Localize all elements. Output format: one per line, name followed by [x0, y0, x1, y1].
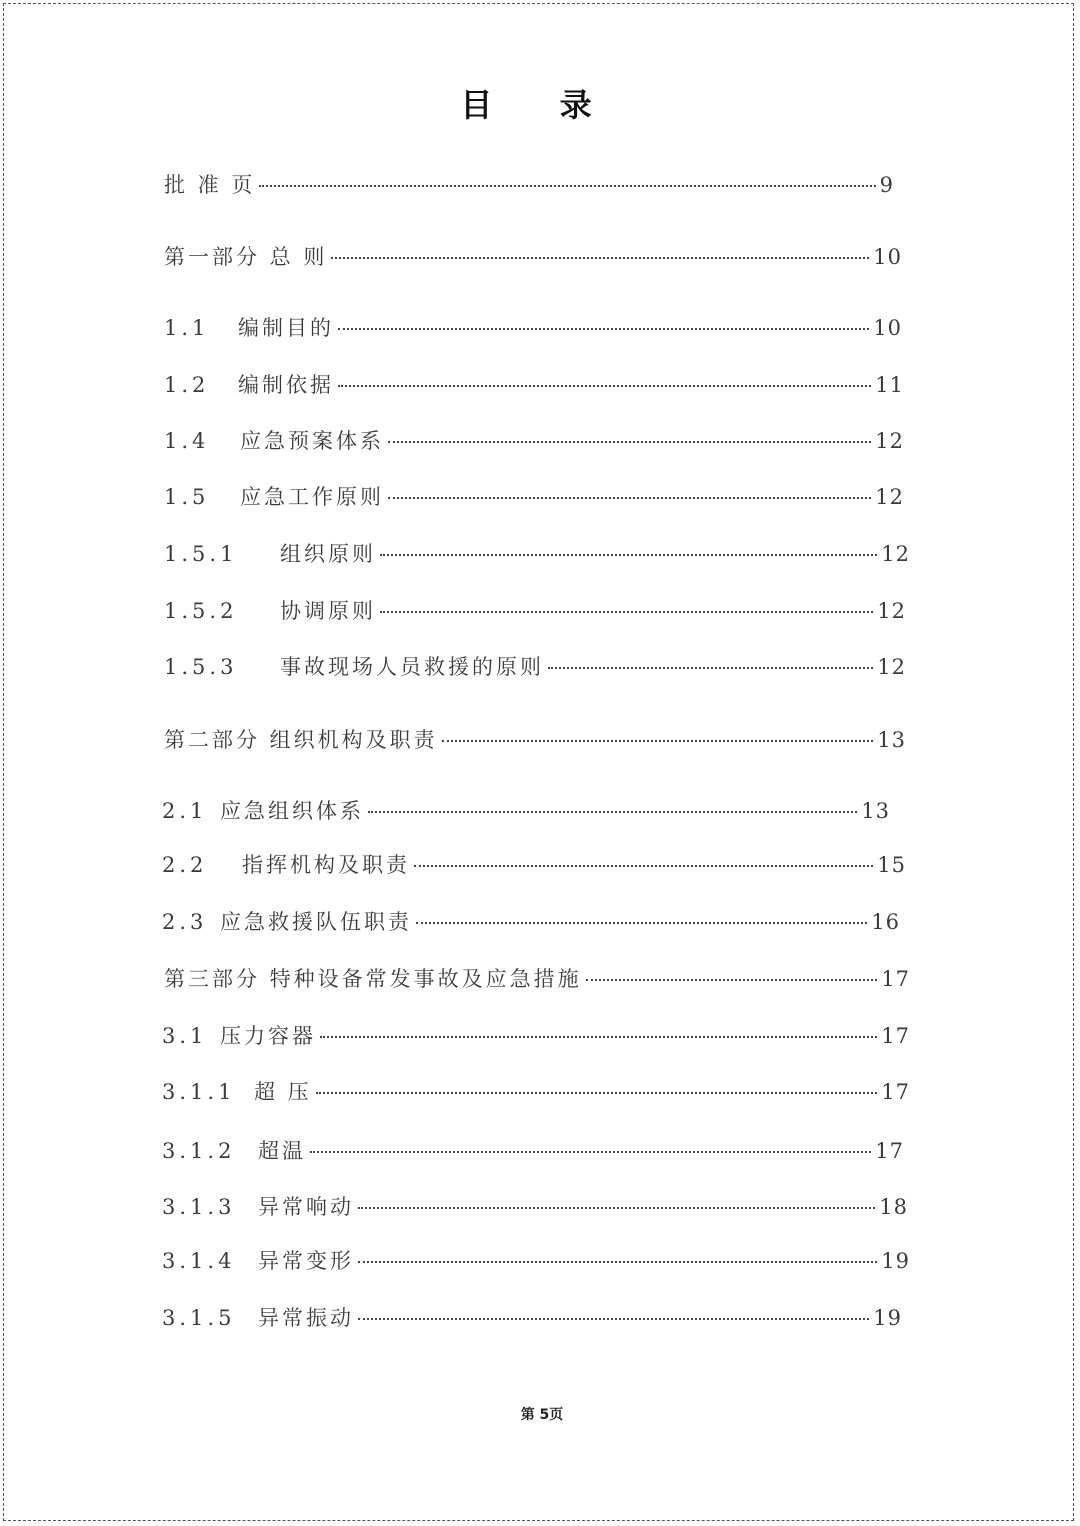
toc-page-number: 17: [881, 967, 910, 991]
toc-leader-dots: [416, 922, 867, 924]
toc-entry-title: 第二部分 组织机构及职责: [164, 728, 438, 752]
toc-section-number: 2.1: [162, 799, 208, 823]
toc-page-number: 15: [877, 853, 906, 877]
toc-entry[interactable]: [164, 652, 906, 682]
toc-page-number: 13: [877, 728, 906, 752]
toc-section-number: 2.2: [162, 853, 208, 877]
toc-page-number: 12: [881, 542, 910, 566]
toc-entry[interactable]: [162, 907, 900, 937]
toc-section-number: 3.1.5: [162, 1306, 236, 1330]
toc-entry[interactable]: [162, 1021, 910, 1051]
toc-page-number: 10: [873, 245, 902, 269]
toc-page-number: 12: [877, 655, 906, 679]
toc-leader-dots: [259, 185, 875, 187]
toc-entry-title: 超温: [258, 1139, 306, 1163]
toc-leader-dots: [338, 328, 869, 330]
toc-page-number: 17: [875, 1139, 904, 1163]
toc-section-number: 2.3: [162, 910, 208, 934]
toc-section-number: 3.1.4: [162, 1249, 236, 1273]
toc-leader-dots: [586, 979, 878, 981]
toc-page-number: 12: [877, 599, 906, 623]
toc-section-number: 1.5.2: [164, 599, 238, 623]
toc-section-number: 1.5: [164, 485, 210, 509]
toc-leader-dots: [380, 554, 877, 556]
toc-entry[interactable]: [164, 370, 904, 400]
page-footer-number: 第 5页: [520, 1407, 564, 1423]
toc-leader-dots: [548, 667, 873, 669]
toc-section-number: 1.1: [164, 316, 210, 340]
toc-leader-dots: [338, 385, 871, 387]
toc-leader-dots: [310, 1151, 871, 1153]
toc-section-number: 1.4: [164, 429, 210, 453]
toc-section-number: 3.1: [162, 1024, 208, 1048]
toc-entry[interactable]: [164, 725, 906, 755]
toc-entry[interactable]: [164, 964, 910, 994]
toc-entry-title: 异常变形: [258, 1249, 354, 1273]
toc-leader-dots: [331, 257, 869, 259]
toc-entry-title: 压力容器: [220, 1024, 316, 1048]
toc-entry[interactable]: [162, 1077, 910, 1107]
toc-page-number: 18: [879, 1195, 908, 1219]
toc-entry-title: 事故现场人员救援的原则: [280, 655, 544, 679]
toc-entry-title: 批 准 页: [164, 173, 256, 197]
toc-leader-dots: [320, 1036, 877, 1038]
toc-leader-dots: [368, 811, 857, 813]
toc-entry[interactable]: [162, 850, 906, 880]
toc-entry-title: 第一部分 总 则: [164, 245, 328, 269]
toc-section-number: 1.5.1: [164, 542, 238, 566]
toc-page-number: 19: [873, 1306, 902, 1330]
toc-leader-dots: [388, 441, 871, 443]
toc-entry[interactable]: [162, 796, 890, 826]
toc-entry-title: 异常响动: [258, 1195, 354, 1219]
toc-section-number: 3.1.2: [162, 1139, 236, 1163]
toc-entry[interactable]: [164, 242, 902, 272]
toc-page-number: 17: [881, 1024, 910, 1048]
toc-entry[interactable]: [164, 426, 904, 456]
toc-entry-title: 编制依据: [238, 373, 334, 397]
toc-entry-title: 应急组织体系: [220, 799, 364, 823]
toc-leader-dots: [358, 1207, 875, 1209]
toc-entry[interactable]: [164, 313, 902, 343]
toc-page-number: 9: [879, 173, 894, 197]
toc-page-number: 17: [881, 1080, 910, 1104]
toc-entry-title: 超 压: [254, 1080, 312, 1104]
toc-leader-dots: [316, 1092, 878, 1094]
toc-page-number: 10: [873, 316, 902, 340]
toc-entry[interactable]: [162, 1192, 908, 1222]
toc-entry-title: 协调原则: [280, 599, 376, 623]
toc-entry-title: 异常振动: [258, 1306, 354, 1330]
toc-entry-title: 应急工作原则: [240, 485, 384, 509]
toc-entry[interactable]: [162, 1303, 902, 1333]
toc-entry[interactable]: [164, 539, 910, 569]
toc-title: 目 录: [460, 86, 620, 124]
toc-page-number: 12: [875, 429, 904, 453]
toc-page-number: 11: [875, 373, 904, 397]
toc-section-number: 1.2: [164, 373, 210, 397]
toc-entry-title: 组织原则: [280, 542, 376, 566]
toc-section-number: 1.5.3: [164, 655, 238, 679]
toc-page-number: 19: [881, 1249, 910, 1273]
toc-section-number: 3.1.1: [162, 1080, 236, 1104]
toc-page-number: 13: [861, 799, 890, 823]
toc-entry[interactable]: [164, 596, 906, 626]
toc-section-number: 3.1.3: [162, 1195, 236, 1219]
toc-leader-dots: [414, 865, 873, 867]
toc-leader-dots: [358, 1261, 877, 1263]
toc-entry-title: 第三部分 特种设备常发事故及应急措施: [164, 967, 582, 991]
toc-leader-dots: [358, 1318, 869, 1320]
toc-entry[interactable]: [164, 170, 894, 200]
toc-leader-dots: [380, 611, 873, 613]
toc-entry[interactable]: [164, 482, 904, 512]
toc-page-number: 16: [871, 910, 900, 934]
toc-entry-title: 指挥机构及职责: [242, 853, 410, 877]
toc-entry-title: 编制目的: [238, 316, 334, 340]
toc-entry-title: 应急救援队伍职责: [220, 910, 412, 934]
toc-leader-dots: [442, 740, 874, 742]
toc-entry[interactable]: [162, 1136, 904, 1166]
toc-leader-dots: [388, 497, 871, 499]
toc-page-number: 12: [875, 485, 904, 509]
toc-entry[interactable]: [162, 1246, 910, 1276]
toc-entry-title: 应急预案体系: [240, 429, 384, 453]
